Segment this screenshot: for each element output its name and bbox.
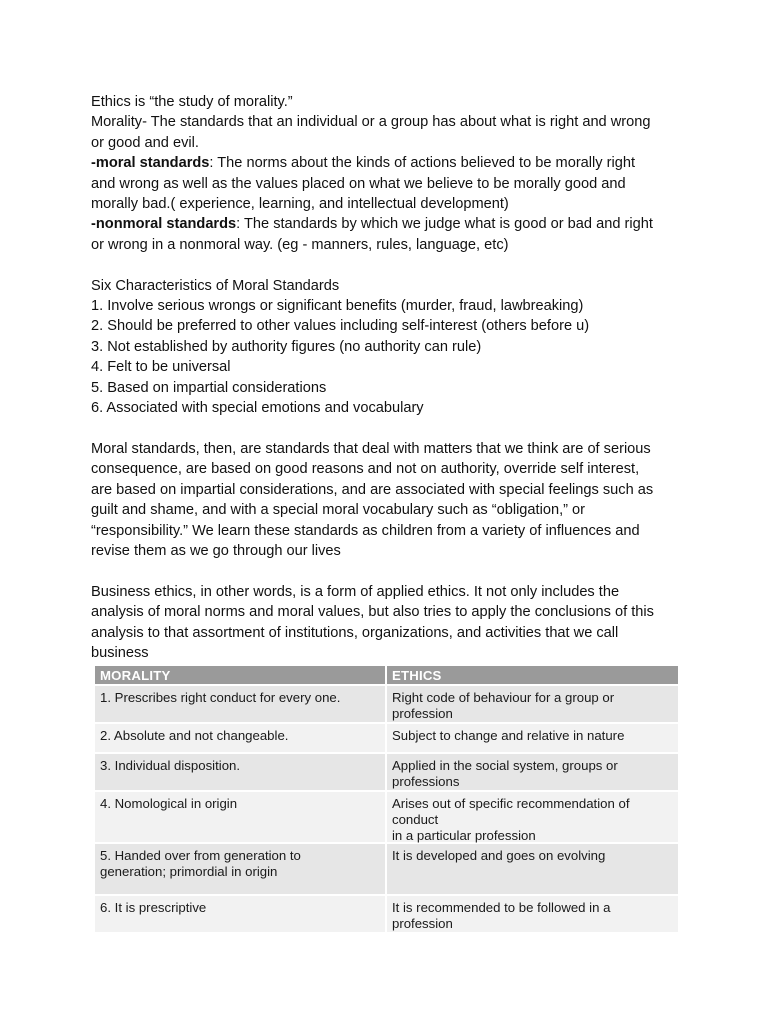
ethics-cell: It is developed and goes on evolving: [387, 844, 678, 894]
ethics-cell: Right code of behaviour for a group or profession: [387, 686, 678, 722]
summary-paragraph-line: are based on impartial considerations, and are associated with special feelings such as: [91, 481, 654, 498]
nonmoral-standards-term: -nonmoral standards: [91, 216, 237, 233]
moral-standards-definition-cont: morally bad.( experience, learning, and intellectual development): [91, 196, 509, 213]
morality-ethics-table: [95, 666, 678, 932]
nonmoral-standards-definition: -nonmoral standards: The standards by which we judge what is good or bad and right: [91, 216, 653, 233]
summary-paragraph-line: guilt and shame, and with a special moral vocabulary such as “obligation,” or: [91, 502, 586, 519]
nonmoral-standards-definition-cont: or wrong in a nonmoral way. (eg - manners, rules, language, etc): [91, 236, 509, 253]
table-header-row: [95, 666, 678, 684]
table-row: [95, 684, 678, 722]
characteristics-heading: Six Characteristics of Moral Standards: [91, 277, 340, 294]
business-paragraph-line: analysis to that assortment of institutions, organizations, and activities that we call: [91, 624, 619, 641]
ethics-cell: Subject to change and relative in nature: [387, 724, 678, 752]
morality-cell: 6. It is prescriptive: [95, 896, 387, 932]
business-paragraph-line: analysis of moral norms and moral values, but also tries to apply the conclusions of this: [91, 604, 654, 621]
table-row: [95, 894, 678, 932]
moral-standards-term: -moral standards: [91, 155, 210, 172]
ethics-cell: It is recommended to be followed in a profession: [387, 896, 678, 932]
morality-definition: Morality- The standards that an individual or a group has about what is right and wrong: [91, 114, 651, 131]
morality-cell: 2. Absolute and not changeable.: [95, 724, 387, 752]
paragraph-gap: [91, 561, 681, 581]
morality-cell: 1. Prescribes right conduct for every one.: [95, 686, 387, 722]
morality-cell: 5. Handed over from generation to generation; primordial in origin: [95, 844, 387, 894]
ethics-cell: Arises out of specific recommendation of conduct in a particular profession: [387, 792, 678, 842]
table-row: [95, 752, 678, 790]
paragraph-gap: [91, 255, 681, 275]
morality-definition-cont: or good and evil.: [91, 134, 199, 151]
column-header-morality: MORALITY: [95, 666, 387, 684]
characteristic-item: 5. Based on impartial considerations: [91, 379, 327, 396]
characteristic-item: 2. Should be preferred to other values including self-interest (others before u): [91, 318, 590, 335]
table-row: [95, 842, 678, 894]
characteristic-item: 6. Associated with special emotions and vocabulary: [91, 400, 424, 417]
summary-paragraph-line: “responsibility.” We learn these standards as children from a variety of influences and: [91, 522, 640, 539]
document-body: [91, 92, 681, 663]
characteristic-item: 4. Felt to be universal: [91, 359, 231, 376]
characteristic-item: 1. Involve serious wrongs or significant benefits (murder, fraud, lawbreaking): [91, 298, 584, 315]
characteristic-item: 3. Not established by authority figures (no authority can rule): [91, 338, 482, 355]
ethics-definition: Ethics is “the study of morality.”: [91, 94, 293, 110]
summary-paragraph-line: revise them as we go through our lives: [91, 542, 341, 559]
ethics-cell: Applied in the social system, groups or professions: [387, 754, 678, 790]
paragraph-gap: [91, 418, 681, 438]
moral-standards-definition: -moral standards: The norms about the kinds of actions believed to be morally right: [91, 155, 636, 172]
moral-standards-definition-cont: and wrong as well as the values placed on what we believe to be morally good and: [91, 175, 626, 192]
business-paragraph-line: business: [91, 644, 149, 661]
business-paragraph-line: Business ethics, in other words, is a form of applied ethics. It not only includes the: [91, 583, 620, 600]
summary-paragraph-line: Moral standards, then, are standards that deal with matters that we think are of serious: [91, 440, 651, 457]
column-header-ethics: ETHICS: [387, 666, 678, 684]
morality-cell: 3. Individual disposition.: [95, 754, 387, 790]
table-row: [95, 790, 678, 842]
table-row: [95, 722, 678, 752]
summary-paragraph-line: consequence, are based on good reasons and not on authority, override self interest,: [91, 461, 640, 478]
morality-cell: 4. Nomological in origin: [95, 792, 387, 842]
